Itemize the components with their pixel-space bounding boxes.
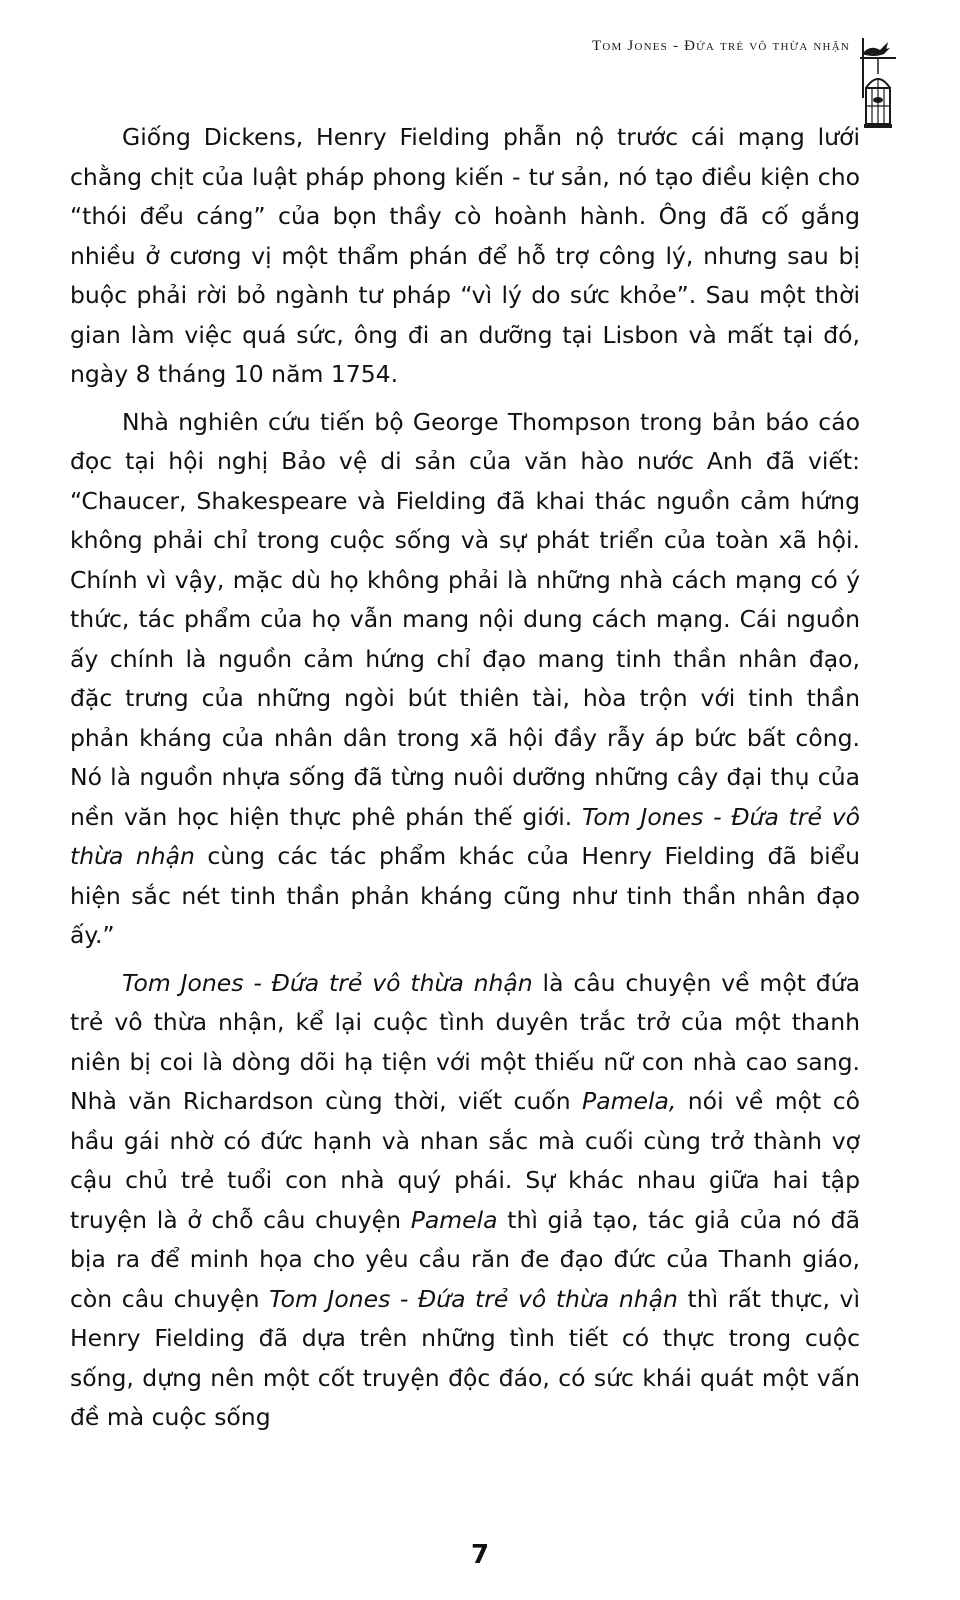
page-number: 7: [470, 1540, 490, 1570]
running-header-title: Tom Jones - Đứa trẻ vô thừa nhận: [592, 38, 850, 54]
paragraph-1: [70, 118, 860, 395]
text-segment: nói về một cô hầu gái nhờ có đức hạnh và nhan sắc mà cuối cùng trở thành vợ cậu chủ trẻ tuổi con nhà quý phái. Sự khác nhau giữa hai tập truyện là ở chỗ câu chuyện: [70, 1087, 860, 1234]
italic-title: Pamela,: [582, 1087, 677, 1115]
text-segment: là câu chuyện về một đứa trẻ vô thừa nhận, kể lại cuộc tình duyên trắc trở của một thanh niên bị coi là dòng dõi hạ tiện với một thiếu nữ con nhà cao sang. Nhà văn Richardson cùng thời, viết cuốn: [70, 968, 860, 1115]
italic-title: Tom Jones - Đứa trẻ vô thừa nhận: [122, 968, 533, 997]
text-segment: thì rất thực, vì Henry Fielding đã dựa trên những tình tiết có thực trong cuộc sống, dựng nên một cốt truyện độc đáo, có sức khái quát một vấn đề mà cuộc sống: [70, 1284, 860, 1431]
italic-title: Tom Jones - Đứa trẻ vô thừa nhận: [70, 802, 860, 870]
text-segment: cùng các tác phẩm khác của Henry Fielding đã biểu hiện sắc nét tinh thần phản kháng cũng như tinh thần nhân đạo ấy.”: [70, 842, 860, 949]
paragraph-3: [70, 964, 860, 1438]
text-segment: thì giả tạo, tác giả của nó đã bịa ra để minh họa cho yêu cầu răn đe đạo đức của Thanh giáo, còn câu chuyện: [70, 1205, 860, 1313]
text-segment: Giống Dickens, Henry Fielding phẫn nộ trước cái mạng lưới chằng chịt của luật pháp phong kiến - tư sản, nó tạo điều kiện cho “thói đểu cáng” của bọn thầy cò hoành hành. Ông đã cố gắng nhiều ở cương vị một thẩm phán để hỗ trợ công lý, nhưng sau bị buộc phải rời bỏ ngành tư pháp “vì lý do sức khỏe”. Sau một thời gian làm việc quá sức, ông đi an dưỡng tại Lisbon và mất tại đó, ngày 8 tháng 10 năm 1754.: [70, 123, 860, 388]
body-text: [70, 118, 860, 1446]
paragraph-2: [70, 403, 860, 956]
text-segment: Nhà nghiên cứu tiến bộ George Thompson trong bản báo cáo đọc tại hội nghị Bảo vệ di sản của văn hào nước Anh đã viết: “Chaucer, Shakespeare và Fielding đã khai thác nguồn cảm hứng không phải chỉ trong cuộc sống và sự phát triển của toàn xã hội. Chính vì vậy, mặc dù họ không phải là những nhà cách mạng có ý thức, tác phẩm của họ vẫn mang nội dung cách mạng. Cái nguồn ấy chính là nguồn cảm hứng chỉ đạo mang tinh thần nhân đạo, đặc trưng của những ngòi bút thiên tài, hòa trộn với tinh thần phản kháng của nhân dân trong xã hội đầy rẫy áp bức bất công. Nó là nguồn nhựa sống đã từng nuôi dưỡng những cây đại thụ của nền văn học hiện thực phê phán thế giới.: [70, 407, 860, 831]
bird-cage-icon: [858, 40, 898, 132]
italic-title: Pamela: [410, 1205, 498, 1234]
italic-title: Tom Jones - Đứa trẻ vô thừa nhận: [269, 1284, 678, 1313]
